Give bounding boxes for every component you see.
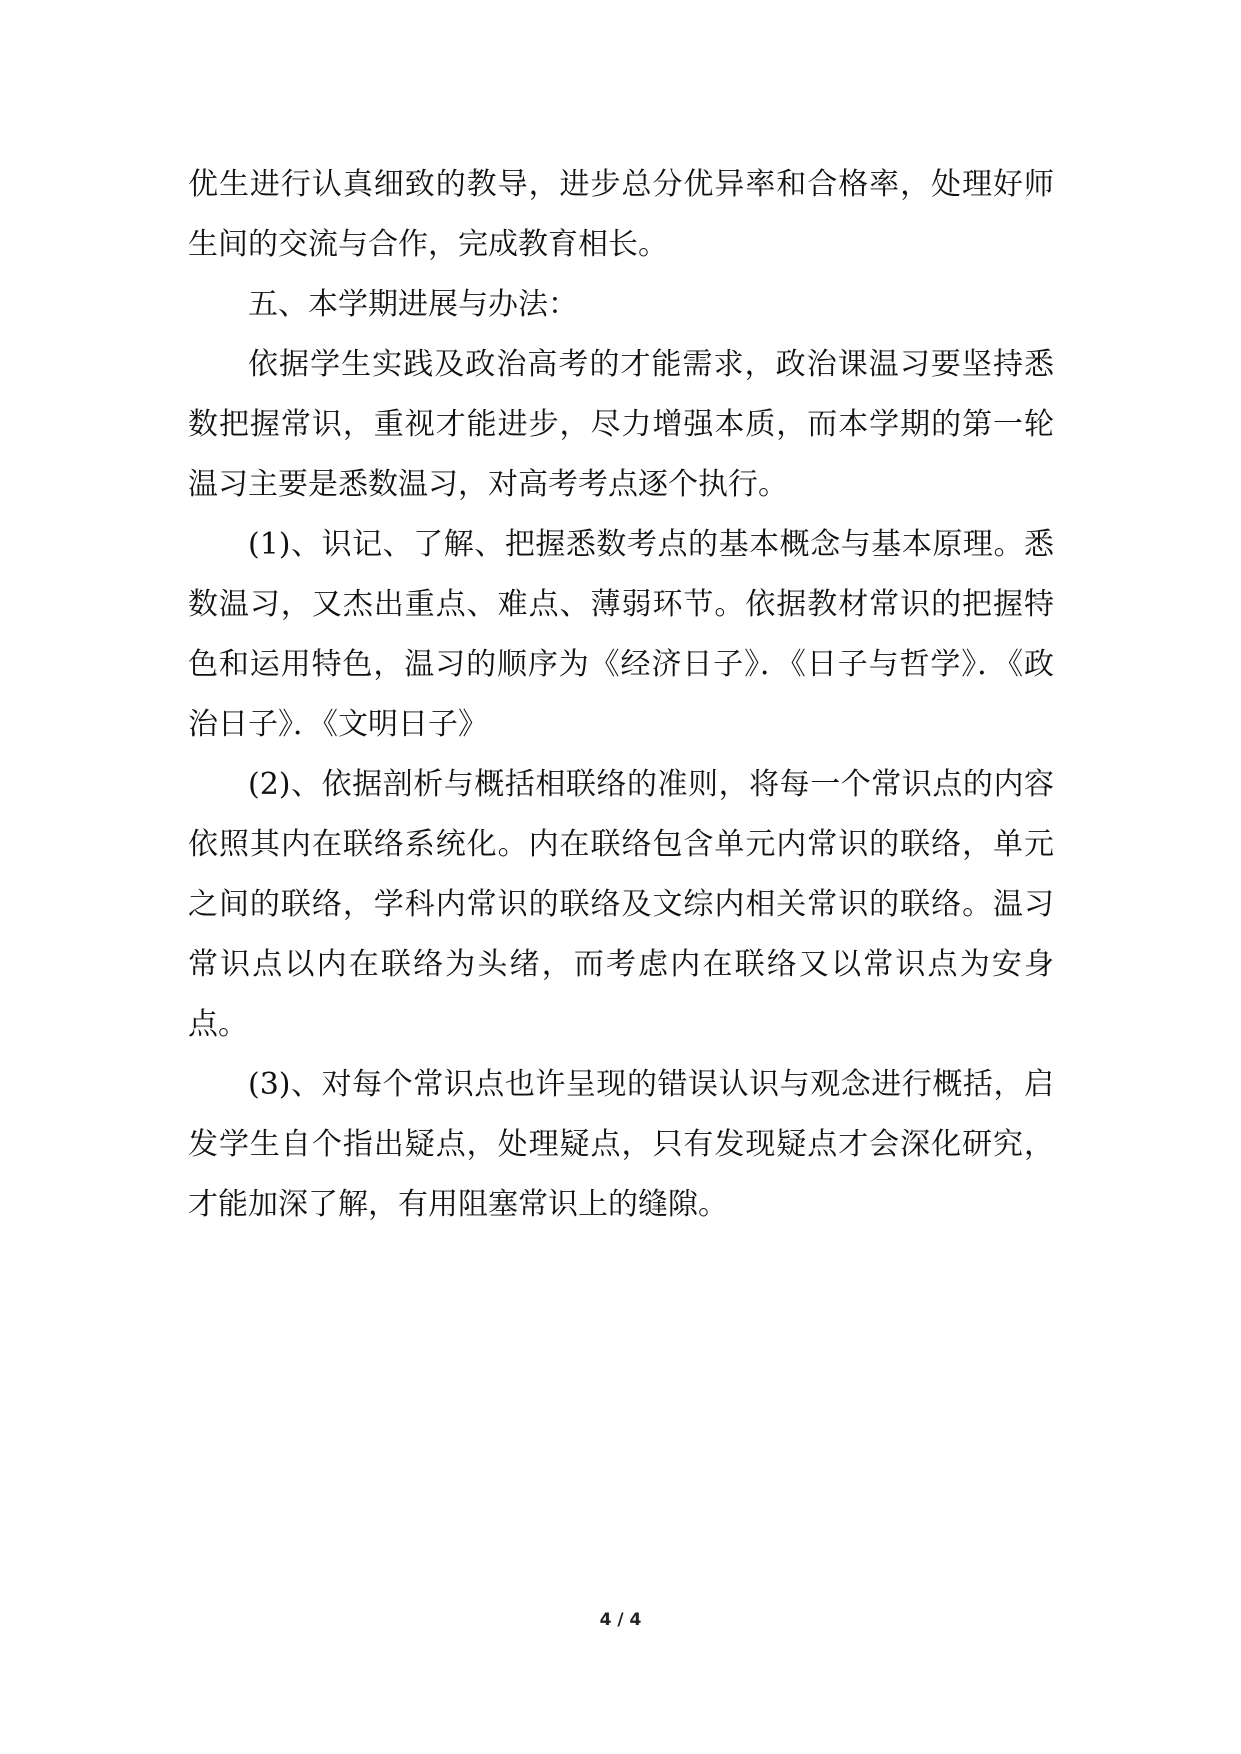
paragraph-review-overview: 依据学生实践及政治高考的才能需求，政治课温习要坚持悉数把握常识，重视才能进步，尽力增强本质，而本学期的第一轮温习主要是悉数温习，对高考考点逐个执行。 bbox=[188, 347, 1054, 502]
page-number: 4 / 4 bbox=[599, 1610, 642, 1630]
paragraph-point-1: (1)、识记、了解、把握悉数考点的基本概念与基本原理。悉数温习，又杰出重点、难点、薄弱环节。依据教材常识的把握特色和运用特色，温习的顺序为《经济日子》．《日子与哲学》．《政治日子》．《文明日子》 bbox=[188, 527, 1054, 742]
paragraph-point-2: (2)、依据剖析与概括相联络的准则，将每一个常识点的内容依照其内在联络系统化。内在联络包含单元内常识的联络，单元之间的联络，学科内常识的联络及文综内相关常识的联络。温习常识点以内在联络为头绪，而考虑内在联络又以常识点为安身点。 bbox=[188, 767, 1054, 1042]
paragraph-continuation: 优生进行认真细致的教导，进步总分优异率和合格率，处理好师生间的交流与合作，完成教育相长。 bbox=[188, 167, 1054, 262]
document-body bbox=[188, 155, 1054, 1235]
section-heading-five: 五、本学期进展与办法： bbox=[248, 287, 578, 322]
paragraph-point-3: (3)、对每个常识点也许呈现的错误认识与观念进行概括，启发学生自个指出疑点，处理疑点，只有发现疑点才会深化研究，才能加深了解，有用阻塞常识上的缝隙。 bbox=[188, 1067, 1054, 1222]
